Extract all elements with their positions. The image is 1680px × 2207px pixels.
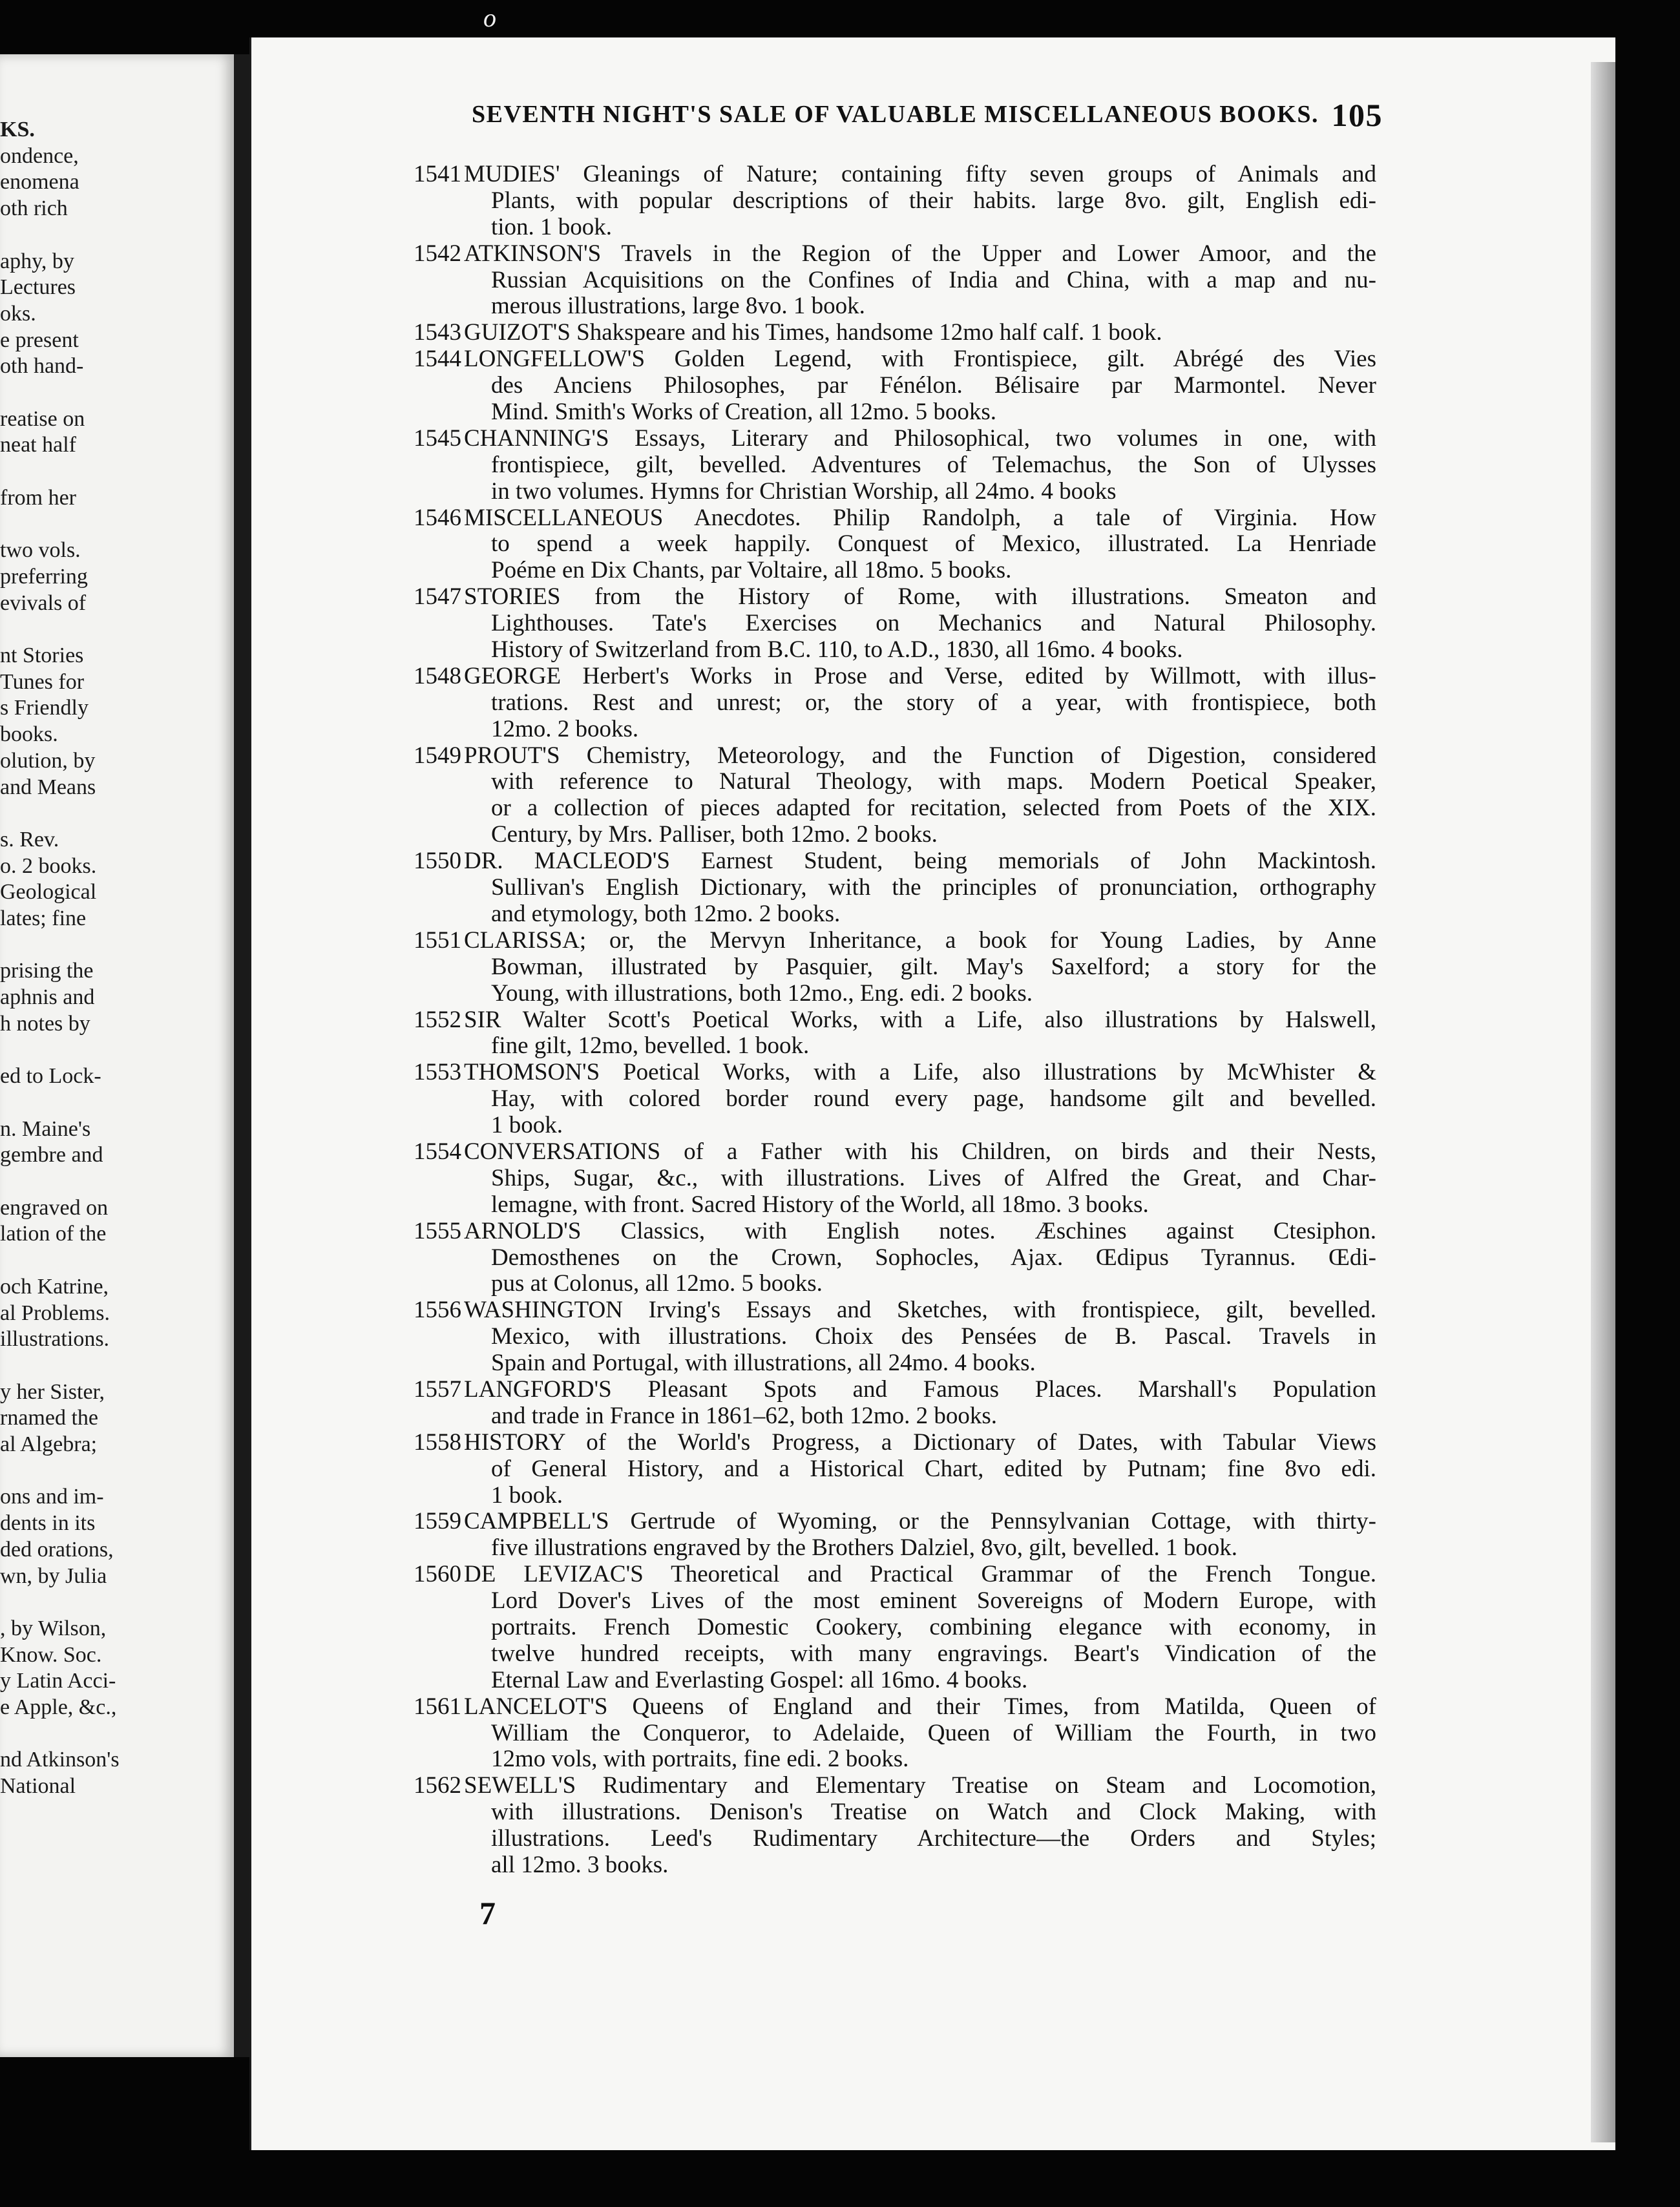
entry-line: William the Conqueror, to Adelaide, Queen of William the Fourth, in two (491, 1720, 1376, 1746)
entry-line: or a collection of pieces adapted for recitation, selected from Poets of the XIX. (491, 795, 1376, 822)
entry-line: and etymology, both 12mo. 2 books. (491, 901, 841, 927)
left-fragment-line: s Friendly (0, 696, 89, 720)
lot-number: 1556 (414, 1297, 461, 1324)
page-gutter (234, 54, 249, 2057)
entry-text: LANGFORD'S Pleasant Spots and Famous Places. Marshall's Population (464, 1376, 1376, 1403)
catalog-entry (414, 928, 1376, 1007)
running-header (472, 97, 1383, 133)
lot-number: 1561 (414, 1693, 461, 1720)
left-fragment-line: nd Atkinson's (0, 1748, 120, 1772)
entry-line: pus at Colonus, all 12mo. 5 books. (491, 1271, 823, 1297)
entry-line: 12mo vols, with portraits, fine edi. 2 books. (491, 1746, 909, 1773)
entry-text: ARNOLD'S Classics, with English notes. Æschines against Ctesiphon. (464, 1218, 1376, 1244)
page-number: 105 (1331, 97, 1383, 133)
entry-line (414, 1297, 1376, 1324)
catalog-entry (414, 1139, 1376, 1219)
entry-line: 1 book. (491, 1482, 563, 1509)
entry-text: GEORGE Herbert's Works in Prose and Verse, edited by Willmott, with illus- (464, 663, 1376, 689)
entry-line: 1 book. (491, 1113, 563, 1139)
entry-line (414, 928, 1376, 954)
entry-text: MUDIES' Gleanings of Nature; containing fifty seven groups of Animals and (464, 162, 1376, 187)
corner-mark: o (483, 3, 496, 32)
entry-line (414, 1007, 1376, 1034)
lot-number: 1544 (414, 346, 461, 373)
left-fragment-line: National (0, 1774, 76, 1799)
catalog-entry (414, 848, 1376, 928)
catalog-entry (414, 1509, 1376, 1562)
entry-line (414, 1377, 1376, 1403)
catalog-entry (414, 241, 1376, 320)
catalog-entry (414, 1562, 1376, 1693)
left-page-fragment (0, 54, 234, 2057)
left-fragment-line: Know. Soc. (0, 1642, 102, 1667)
left-fragment-line: y her Sister, (0, 1379, 105, 1404)
entry-line (414, 426, 1376, 452)
entry-line: Century, by Mrs. Palliser, both 12mo. 2 books. (491, 822, 938, 848)
entry-text: CONVERSATIONS of a Father with his Children, on birds and their Nests, (464, 1138, 1376, 1165)
entry-line: tion. 1 book. (491, 214, 613, 240)
lot-number: 1543 (414, 320, 461, 346)
entry-line: Russian Acquisitions on the Confines of India and China, with a map and nu- (491, 267, 1376, 293)
entry-text: LONGFELLOW'S Golden Legend, with Frontispiece, gilt. Abrégé des Vies (464, 346, 1376, 373)
entry-line: Demosthenes on the Crown, Sophocles, Ajax. Œdipus Tyrannus. Œdi- (491, 1244, 1376, 1271)
lot-number: 1546 (414, 505, 461, 531)
entry-line: twelve hundred receipts, with many engravings. Beart's Vindication of the (491, 1640, 1376, 1667)
entry-text: GUIZOT'S Shakspeare and his Times, handsome 12mo half calf. 1 book. (464, 320, 1162, 346)
left-fragment-line: y Latin Acci- (0, 1669, 116, 1693)
entry-line: Mind. Smith's Works of Creation, all 12mo. 5 books. (491, 399, 997, 426)
entry-text: CHANNING'S Essays, Literary and Philosophical, two volumes in one, with (464, 425, 1376, 452)
entry-line: Lord Dover's Lives of the most eminent Sovereigns of Modern Europe, with (491, 1588, 1376, 1615)
left-fragment-line: two vols. (0, 538, 81, 563)
lot-number: 1560 (414, 1562, 461, 1588)
page-edge-left (249, 37, 251, 2150)
entry-line: portraits. French Domestic Cookery, combining elegance with economy, in (491, 1614, 1376, 1640)
left-fragment-line: nt Stories (0, 643, 84, 667)
page-edge-shadow (1591, 62, 1615, 2142)
catalog-entry (414, 346, 1376, 426)
left-fragment-line: gembre and (0, 1143, 103, 1167)
entry-text: CAMPBELL'S Gertrude of Wyoming, or the Pennsylvanian Cottage, with thirty- (464, 1509, 1376, 1535)
entry-text: ATKINSON'S Travels in the Region of the Upper and Lower Amoor, and the (464, 240, 1376, 267)
left-fragment-line: ons and im- (0, 1485, 104, 1509)
lot-number: 1555 (414, 1218, 461, 1244)
left-fragment-line: dents in its (0, 1511, 96, 1536)
entry-line (414, 505, 1376, 532)
left-fragment-line: al Problems. (0, 1301, 110, 1325)
left-fragment-line: oks. (0, 301, 36, 326)
entry-line: Sullivan's English Dictionary, with the principles of pronunciation, orthography (491, 875, 1376, 901)
left-fragment-line: o. 2 books. (0, 853, 97, 878)
entry-line (414, 320, 1376, 346)
left-fragment-line: e present (0, 328, 79, 352)
catalog-entry (414, 162, 1376, 241)
entry-line: Plants, with popular descriptions of their habits. large 8vo. gilt, English edi- (491, 187, 1376, 214)
left-fragment-line: from her (0, 485, 77, 510)
entry-line (414, 1139, 1376, 1166)
catalog-entry (414, 1219, 1376, 1298)
catalog-entry (414, 505, 1376, 585)
left-fragment-line: lates; fine (0, 906, 87, 930)
left-fragment-line: Geological (0, 880, 97, 905)
catalog-entry (414, 1060, 1376, 1139)
entry-line: Poéme en Dix Chants, par Voltaire, all 18mo. 5 books. (491, 558, 1012, 584)
entry-line: all 12mo. 3 books. (491, 1852, 669, 1878)
catalog-entry (414, 1377, 1376, 1430)
entry-text: DR. MACLEOD'S Earnest Student, being memorials of John Mackintosh. (464, 848, 1376, 875)
catalog-entry (414, 1773, 1376, 1879)
entry-line (414, 1430, 1376, 1456)
lot-number: 1554 (414, 1138, 461, 1165)
left-fragment-line: neat half (0, 433, 76, 457)
lot-number: 1562 (414, 1773, 461, 1799)
catalog-entry (414, 584, 1376, 664)
left-fragment-line: KS. (0, 118, 35, 141)
lot-number: 1553 (414, 1060, 461, 1086)
lot-number: 1548 (414, 663, 461, 689)
entry-line: Hay, with colored border round every page, handsome gilt and bevelled. (491, 1086, 1376, 1113)
entry-line (414, 1694, 1376, 1721)
left-fragment-line: aphnis and (0, 985, 95, 1010)
left-fragment-line: lation of the (0, 1222, 107, 1246)
left-fragment-line: oth rich (0, 196, 68, 221)
left-fragment-line: h notes by (0, 1011, 90, 1036)
left-fragment-line: n. Maine's (0, 1116, 91, 1141)
entry-line (414, 848, 1376, 875)
entry-line (414, 346, 1376, 373)
entry-line (414, 1773, 1376, 1799)
left-fragment-line: Tunes for (0, 669, 85, 694)
entry-line: fine gilt, 12mo, bevelled. 1 book. (491, 1033, 810, 1060)
left-fragment-line: , by Wilson, (0, 1616, 107, 1640)
left-fragment-line: evivals of (0, 591, 87, 615)
catalog-entry (414, 664, 1376, 743)
left-fragment-line: och Katrine, (0, 1274, 109, 1299)
lot-number: 1558 (414, 1429, 461, 1456)
entry-line: illustrations. Leed's Rudimentary Architecture—the Orders and Styles; (491, 1826, 1376, 1852)
entry-line: Bowman, illustrated by Pasquier, gilt. May's Saxelford; a story for the (491, 954, 1376, 980)
left-fragment-line: preferring (0, 564, 88, 589)
lot-number: 1545 (414, 425, 461, 452)
entry-line: des Anciens Philosophes, par Fénélon. Bélisaire par Marmontel. Never (491, 373, 1376, 399)
left-fragment-line: e Apple, &c., (0, 1695, 117, 1719)
entry-line: with illustrations. Denison's Treatise on Watch and Clock Making, with (491, 1799, 1376, 1826)
left-fragment-line: s. Rev. (0, 827, 59, 852)
lot-number: 1559 (414, 1509, 461, 1535)
entry-text: WASHINGTON Irving's Essays and Sketches, with frontispiece, gilt, bevelled. (464, 1297, 1376, 1324)
entry-text: DE LEVIZAC'S Theoretical and Practical Grammar of the French Tongue. (464, 1562, 1376, 1588)
lot-number: 1547 (414, 584, 461, 611)
left-fragment-line: enomena (0, 170, 79, 194)
catalog-entry (414, 1007, 1376, 1060)
entry-line: five illustrations engraved by the Brothers Dalziel, 8vo, gilt, bevelled. 1 book. (491, 1535, 1237, 1562)
entry-line: with reference to Natural Theology, with maps. Modern Poetical Speaker, (491, 769, 1376, 795)
header-title: SEVENTH NIGHT'S SALE OF VALUABLE MISCELLANEOUS BOOKS. (472, 101, 1319, 128)
entry-line (414, 664, 1376, 690)
left-fragment-line: olution, by (0, 748, 96, 773)
entry-line (414, 743, 1376, 769)
left-fragment-line: ded orations, (0, 1537, 114, 1562)
lot-number: 1542 (414, 240, 461, 267)
left-fragment-line: books. (0, 722, 58, 747)
lot-number: 1552 (414, 1007, 461, 1033)
left-fragment-line: oth hand- (0, 354, 84, 379)
left-fragment-line: prising the (0, 959, 94, 983)
catalog-entry (414, 1694, 1376, 1773)
entry-line: in two volumes. Hymns for Christian Worship, all 24mo. 4 books (491, 478, 1117, 505)
entry-text: HISTORY of the World's Progress, a Dictionary of Dates, with Tabular Views (464, 1429, 1376, 1456)
entry-line (414, 1060, 1376, 1086)
entry-line: Ships, Sugar, &c., with illustrations. Lives of Alfred the Great, and Char- (491, 1165, 1376, 1191)
entry-line: Mexico, with illustrations. Choix des Pensées de B. Pascal. Travels in (491, 1324, 1376, 1350)
catalog-entry (414, 426, 1376, 505)
entry-text: CLARISSA; or, the Mervyn Inheritance, a book for Young Ladies, by Anne (464, 927, 1376, 954)
entry-text: SEWELL'S Rudimentary and Elementary Treatise on Steam and Locomotion, (464, 1773, 1376, 1799)
catalog-entry (414, 743, 1376, 849)
left-fragment-line: ed to Lock- (0, 1064, 101, 1089)
entry-text: SIR Walter Scott's Poetical Works, with a Life, also illustrations by Halswell, (464, 1007, 1376, 1033)
left-fragment-line: Lectures (0, 275, 76, 300)
entry-line (414, 241, 1376, 267)
left-fragment-line: reatise on (0, 406, 85, 431)
lot-number: 1541 (414, 162, 461, 187)
entry-line: trations. Rest and unrest; or, the story of a year, with frontispiece, both (491, 689, 1376, 716)
entry-line: of General History, and a Historical Chart, edited by Putnam; fine 8vo edi. (491, 1456, 1376, 1482)
entry-line: 12mo. 2 books. (491, 716, 639, 742)
entry-text: THOMSON'S Poetical Works, with a Life, also illustrations by McWhister & (464, 1060, 1376, 1086)
entry-text: LANCELOT'S Queens of England and their Times, from Matilda, Queen of (464, 1693, 1376, 1720)
catalog-entry (414, 320, 1376, 346)
left-fragment-line: wn, by Julia (0, 1564, 107, 1588)
entry-line: frontispiece, gilt, bevelled. Adventures of Telemachus, the Son of Ulysses (491, 452, 1376, 478)
entry-text: STORIES from the History of Rome, with illustrations. Smeaton and (464, 584, 1376, 611)
entry-line: to spend a week happily. Conquest of Mexico, illustrated. La Henriade (491, 531, 1376, 558)
entry-line: merous illustrations, large 8vo. 1 book. (491, 293, 865, 320)
entry-text: MISCELLANEOUS Anecdotes. Philip Randolph, a tale of Virginia. How (464, 505, 1376, 531)
entry-line: lemagne, with front. Sacred History of the World, all 18mo. 3 books. (491, 1191, 1149, 1218)
entry-line (414, 584, 1376, 611)
left-fragment-line: and Means (0, 775, 96, 799)
left-fragment-line: illustrations. (0, 1327, 110, 1352)
catalog-entry (414, 1297, 1376, 1377)
entry-line (414, 1509, 1376, 1535)
lot-number: 1557 (414, 1376, 461, 1403)
entry-line (414, 162, 1376, 188)
entry-line (414, 1562, 1376, 1588)
left-fragment-line: rnamed the (0, 1406, 98, 1430)
left-fragment-line: al Algebra; (0, 1432, 98, 1456)
left-fragment-line: ondence, (0, 143, 79, 168)
entry-line: and trade in France in 1861–62, both 12mo. 2 books. (491, 1403, 998, 1429)
entry-line: Eternal Law and Everlasting Gospel: all 16mo. 4 books. (491, 1667, 1028, 1693)
entry-line: Lighthouses. Tate's Exercises on Mechanics and Natural Philosophy. (491, 611, 1376, 637)
lot-number: 1550 (414, 848, 461, 875)
entry-line: Young, with illustrations, both 12mo., Eng. edi. 2 books. (491, 980, 1033, 1007)
catalog-entry (414, 1430, 1376, 1509)
lot-number: 1551 (414, 927, 461, 954)
left-fragment-line: aphy, by (0, 249, 74, 273)
left-fragment-line: engraved on (0, 1195, 109, 1220)
signature-mark: 7 (479, 1895, 496, 1931)
catalog-list (414, 162, 1376, 1879)
lot-number: 1549 (414, 742, 461, 769)
entry-line: Spain and Portugal, with illustrations, all 24mo. 4 books. (491, 1350, 1036, 1377)
entry-line (414, 1219, 1376, 1245)
entry-text: PROUT'S Chemistry, Meteorology, and the Function of Digestion, considered (464, 742, 1376, 769)
entry-line: History of Switzerland from B.C. 110, to A.D., 1830, all 16mo. 4 books. (491, 637, 1183, 664)
